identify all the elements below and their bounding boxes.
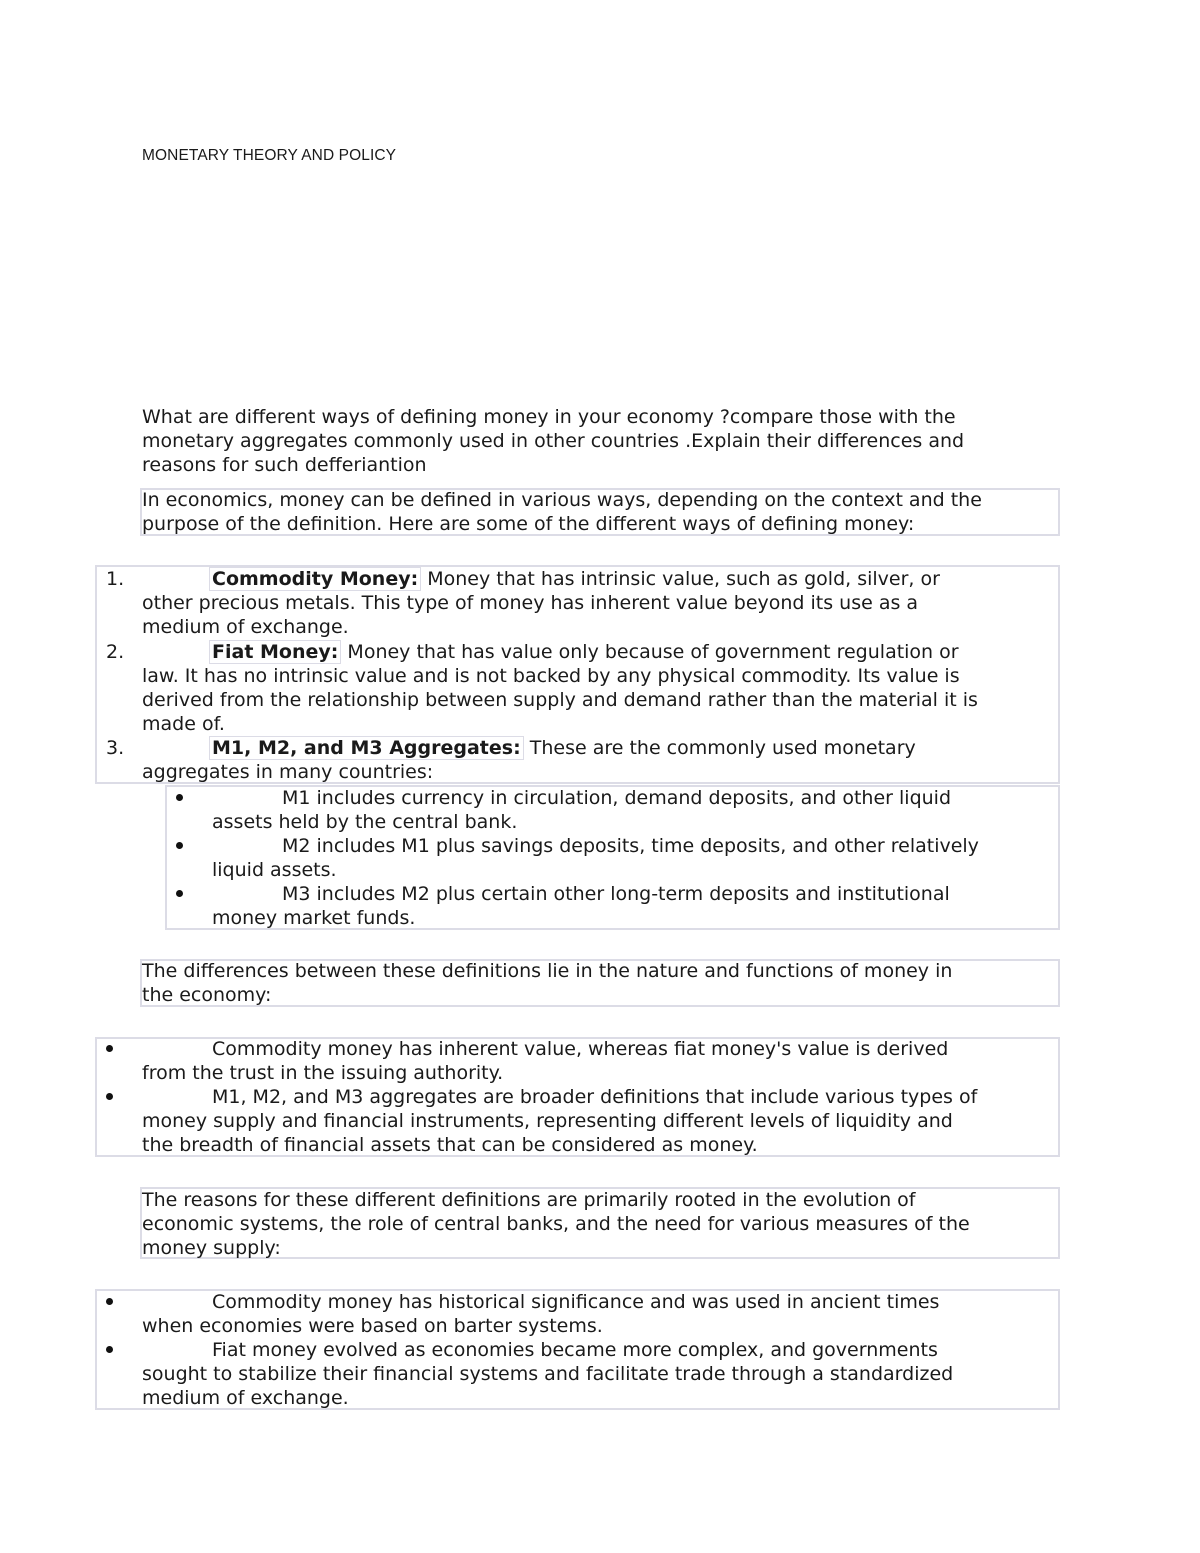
term-label: M1, M2, and M3 Aggregates:: [209, 736, 524, 760]
bullet-icon: [106, 1346, 113, 1353]
question-line: What are different ways of defining money in your economy ?compare those with the: [142, 406, 956, 428]
term-text: These are the commonly used monetary: [529, 737, 916, 759]
list-item-line: Fiat money evolved as economies became more complex, and governments: [212, 1339, 938, 1361]
list-item-line: derived from the relationship between supply and demand rather than the material it is: [142, 689, 978, 711]
bullet-icon: [176, 842, 183, 849]
list-item-line: made of.: [142, 713, 225, 735]
list-item-line: medium of exchange.: [142, 616, 349, 638]
sublist-line: M3 includes M2 plus certain other long-term deposits and institutional: [282, 883, 950, 905]
list-item-line: medium of exchange.: [142, 1387, 349, 1409]
list-item-line: money supply and financial instruments, representing different levels of liquidity and: [142, 1110, 953, 1132]
list-item-line: sought to stabilize their financial systems and facilitate trade through a standardized: [142, 1363, 954, 1385]
list-item-line: law. It has no intrinsic value and is not backed by any physical commodity. Its value is: [142, 665, 960, 687]
paragraph-line: the economy:: [142, 984, 272, 1006]
sublist-line: money market funds.: [212, 907, 416, 929]
list-number: 2.: [106, 641, 125, 663]
term-label: Fiat Money:: [209, 640, 341, 664]
term-text: Money that has value only because of government regulation or: [347, 641, 959, 663]
intro-line: In economics, money can be defined in various ways, depending on the context and the: [142, 489, 982, 511]
bullet-icon: [106, 1045, 113, 1052]
sublist-line: liquid assets.: [212, 859, 337, 881]
list-item-line: Commodity money has historical significance and was used in ancient times: [212, 1291, 940, 1313]
list-number: 1.: [106, 568, 125, 590]
bullet-icon: [106, 1093, 113, 1100]
term-text: Money that has intrinsic value, such as gold, silver, or: [427, 568, 940, 590]
sublist-line: M1 includes currency in circulation, demand deposits, and other liquid: [282, 787, 952, 809]
list-item-first-line: [212, 640, 959, 664]
list-item-line: Commodity money has inherent value, whereas fiat money's value is derived: [212, 1038, 949, 1060]
list-item-line: M1, M2, and M3 aggregates are broader definitions that include various types of: [212, 1086, 978, 1108]
list-item-line: from the trust in the issuing authority.: [142, 1062, 504, 1084]
term-label: Commodity Money:: [209, 567, 421, 591]
paragraph-line: The reasons for these different definitions are primarily rooted in the evolution of: [142, 1189, 916, 1211]
sublist-line: assets held by the central bank.: [212, 811, 518, 833]
list-item-line: aggregates in many countries:: [142, 761, 434, 783]
question-line: monetary aggregates commonly used in other countries .Explain their differences and: [142, 430, 965, 452]
sublist-line: M2 includes M1 plus savings deposits, time deposits, and other relatively: [282, 835, 979, 857]
list-number: 3.: [106, 737, 125, 759]
bullet-icon: [176, 890, 183, 897]
paragraph-line: The differences between these definitions lie in the nature and functions of money in: [142, 960, 953, 982]
question-line: reasons for such defferiantion: [142, 454, 427, 476]
list-item-first-line: [212, 567, 940, 591]
intro-line: purpose of the definition. Here are some of the different ways of defining money:: [142, 513, 915, 535]
bullet-icon: [176, 794, 183, 801]
bullet-icon: [106, 1298, 113, 1305]
paragraph-line: economic systems, the role of central banks, and the need for various measures of the: [142, 1213, 970, 1235]
list-item-line: other precious metals. This type of money has inherent value beyond its use as a: [142, 592, 919, 614]
paragraph-line: money supply:: [142, 1237, 281, 1259]
list-item-first-line: [212, 736, 916, 760]
reasons-intro-paragraph: [142, 1188, 970, 1260]
document-title: MONETARY THEORY AND POLICY: [142, 147, 397, 164]
differences-intro-paragraph: [142, 959, 952, 1007]
list-item-line: the breadth of financial assets that can be considered as money.: [142, 1134, 758, 1156]
list-item-line: when economies were based on barter systems.: [142, 1315, 603, 1337]
intro-paragraph: [142, 488, 982, 536]
question-paragraph: [142, 405, 964, 477]
